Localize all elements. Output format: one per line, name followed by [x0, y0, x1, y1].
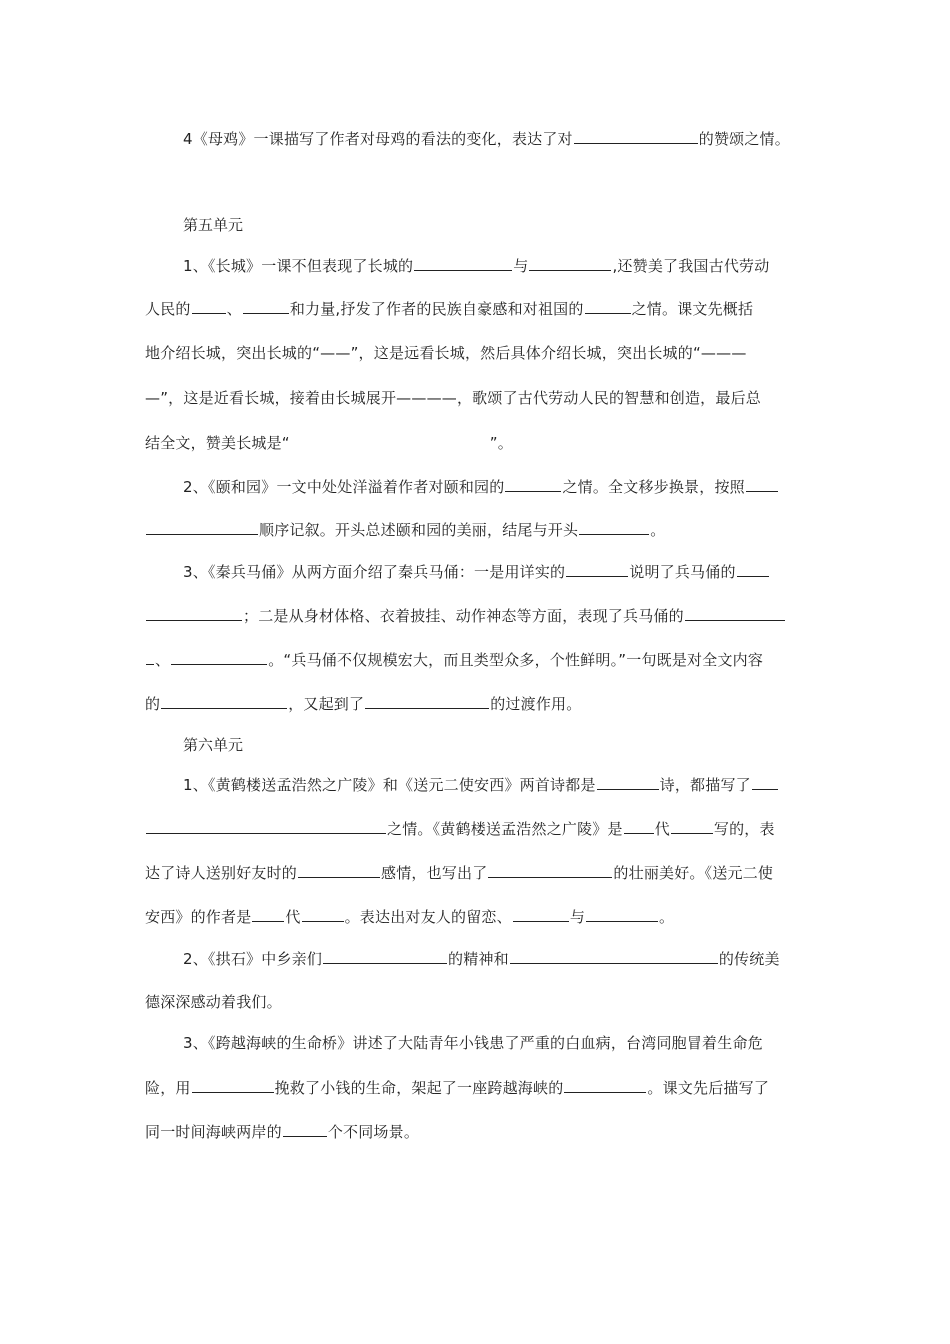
- answer-blank[interactable]: [510, 947, 718, 964]
- u5-q1-line5: [145, 432, 513, 454]
- text: 1、《黄鹤楼送孟浩然之广陵》和《送元二使安西》两首诗都是: [183, 776, 596, 794]
- answer-blank[interactable]: [298, 861, 380, 878]
- text: 代: [654, 820, 670, 838]
- text: 3、《秦兵马俑》从两方面介绍了秦兵马俑：一是用详实的: [183, 563, 566, 581]
- text: 。: [659, 908, 675, 926]
- text: 的赞颂之情。: [698, 130, 790, 148]
- text: 与: [513, 257, 529, 275]
- u5-q1-line3: 地介绍长城，突出长城的“——”，这是远看长城，然后具体介绍长城，突出长城的“———: [145, 344, 747, 362]
- answer-blank[interactable]: [365, 692, 489, 709]
- u5-q1-line4: —”，这是近看长城，接着由长城展开————，歌颂了古代劳动人民的智慧和创造，最后总: [145, 389, 761, 407]
- text: 结全文，赞美长城是“: [145, 434, 290, 452]
- u5-q3-line2: [145, 604, 786, 627]
- text: 2、《颐和园》一文中处处洋溢着作者对颐和园的: [183, 478, 505, 496]
- answer-blank[interactable]: [323, 947, 447, 964]
- text: 说明了兵马俑的: [629, 563, 736, 581]
- text: 顺序记叙。开头总述颐和园的美丽，结尾与开头: [259, 521, 579, 539]
- text: 的传统美: [718, 950, 780, 968]
- text: 4《母鸡》一课描写了作者对母鸡的看法的变化，表达了对: [183, 130, 573, 148]
- text: 和力量,抒发了作者的民族自豪感和对祖国的: [289, 300, 584, 318]
- text: 。: [650, 521, 666, 539]
- u6-q2-line2: 德深深感动着我们。: [145, 993, 282, 1011]
- text: 1、《长城》一课不但表现了长城的: [183, 257, 414, 275]
- answer-blank[interactable]: [624, 817, 654, 834]
- answer-blank[interactable]: [752, 773, 778, 790]
- text: 、: [226, 300, 242, 318]
- text: 挽救了小钱的生命，架起了一座跨越海峡的: [274, 1079, 564, 1097]
- answer-blank[interactable]: [488, 861, 612, 878]
- text: 安西》的作者是: [145, 908, 252, 926]
- text: 人民的: [145, 300, 191, 318]
- answer-blank[interactable]: [146, 518, 258, 535]
- answer-blank[interactable]: [597, 773, 659, 790]
- u6-q2-line1: [183, 947, 780, 970]
- answer-blank[interactable]: [161, 692, 287, 709]
- answer-blank[interactable]: [146, 648, 154, 665]
- u5-q1-line2: [145, 297, 753, 320]
- text: 之情。课文先概括: [631, 300, 754, 318]
- answer-blank[interactable]: [302, 905, 344, 922]
- text: 感情，也写出了: [381, 864, 488, 882]
- text: 写的，表: [713, 820, 775, 838]
- u5-q3-line1: [183, 560, 770, 583]
- answer-blank[interactable]: [283, 1120, 327, 1137]
- answer-blank[interactable]: [146, 604, 242, 621]
- text: 的壮丽美好。《送元二使: [613, 864, 774, 882]
- answer-blank[interactable]: [192, 297, 226, 314]
- answer-blank[interactable]: [746, 475, 778, 492]
- answer-blank[interactable]: [505, 475, 561, 492]
- answer-blank[interactable]: [171, 648, 267, 665]
- text: ；二是从身材体格、衣着披挂、动作神态等方面，表现了兵马俑的: [243, 607, 684, 625]
- text: 代: [285, 908, 301, 926]
- answer-blank[interactable]: [243, 297, 289, 314]
- text: 的精神和: [448, 950, 509, 968]
- u5-q3-line3: [145, 648, 763, 671]
- text: 诗，都描写了: [659, 776, 751, 794]
- answer-blank[interactable]: [564, 1076, 646, 1093]
- text: 与: [569, 908, 586, 926]
- text: 个不同场景。: [327, 1123, 420, 1141]
- text: 的: [145, 695, 161, 713]
- answer-blank[interactable]: [513, 905, 569, 922]
- answer-blank[interactable]: [192, 1076, 274, 1093]
- u6-q3-line3: [145, 1120, 419, 1143]
- text: ”。: [489, 434, 513, 452]
- text: ，又起到了: [288, 695, 365, 713]
- answer-blank[interactable]: [585, 297, 631, 314]
- text: 达了诗人送别好友时的: [145, 864, 298, 882]
- text: 。“兵马俑不仅规模宏大，而且类型众多，个性鲜明。”一句既是对全文内容: [268, 651, 764, 669]
- u5-q1-line1: [183, 254, 769, 277]
- u6-q3-line2: [145, 1076, 769, 1099]
- answer-blank[interactable]: [685, 604, 785, 621]
- answer-blank[interactable]: [586, 905, 658, 922]
- text: 、: [155, 651, 171, 669]
- text: 之情。全文移步换景，按照: [562, 478, 745, 496]
- answer-blank[interactable]: [252, 905, 284, 922]
- text: 2、《拱石》中乡亲们: [183, 950, 323, 968]
- text: 之情。《黄鹤楼送孟浩然之广陵》是: [387, 820, 623, 838]
- u6-q1-line1: [183, 773, 779, 796]
- answer-blank[interactable]: [146, 817, 386, 834]
- text: ,还赞美了我国古代劳动: [612, 257, 770, 275]
- unit6-heading: 第六单元: [183, 736, 244, 754]
- answer-blank[interactable]: [737, 560, 769, 577]
- u5-q2-line2: [145, 518, 665, 541]
- u5-q3-line4: [145, 692, 581, 715]
- text: 。表达出对友人的留恋、: [344, 908, 512, 926]
- u6-q1-line4: [145, 905, 674, 928]
- u5-q2-line1: [183, 475, 779, 498]
- u6-q1-line2: [145, 817, 775, 840]
- text: 同一时间海峡两岸的: [145, 1123, 282, 1141]
- answer-blank[interactable]: [671, 817, 713, 834]
- answer-blank[interactable]: [414, 254, 512, 271]
- text: 险，用: [145, 1079, 191, 1097]
- answer-blank[interactable]: [579, 518, 649, 535]
- text: 。课文先后描写了: [647, 1079, 770, 1097]
- u4-q4: [183, 127, 790, 150]
- answer-blank[interactable]: [529, 254, 611, 271]
- answer-blank[interactable]: [566, 560, 628, 577]
- unit5-heading: 第五单元: [183, 216, 244, 234]
- u6-q3-line1: 3、《跨越海峡的生命桥》讲述了大陆青年小钱患了严重的白血病，台湾同胞冒着生命危: [183, 1034, 763, 1052]
- answer-blank[interactable]: [574, 127, 698, 144]
- text: 的过渡作用。: [490, 695, 582, 713]
- u6-q1-line3: [145, 861, 773, 884]
